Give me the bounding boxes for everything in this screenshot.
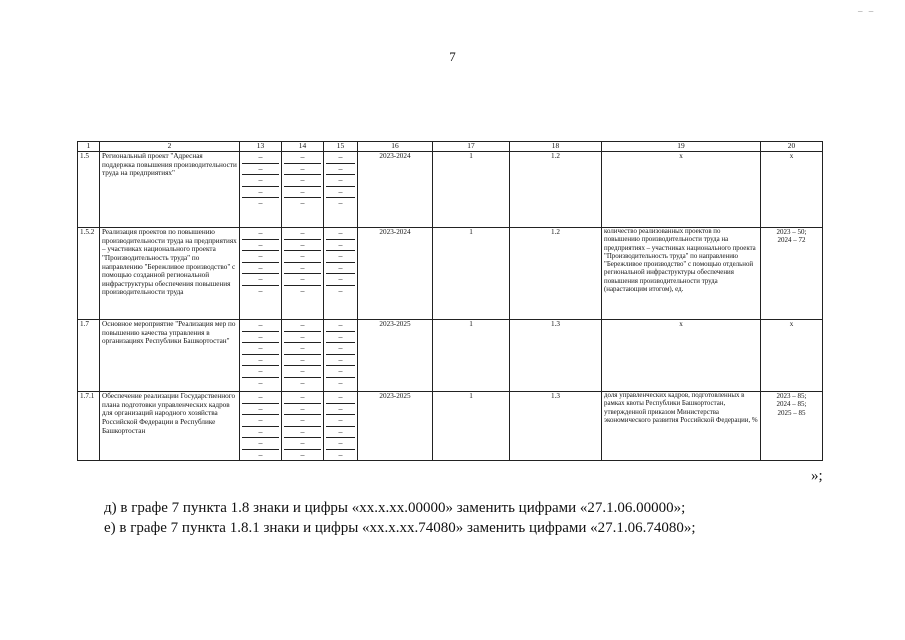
col-13-values xyxy=(240,320,282,392)
amendment-d: д) в графе 7 пункта 1.8 знаки и цифры «хх.х.хх.00000» заменить цифрами «27.1.06.00000»; xyxy=(104,500,686,516)
col-15-values xyxy=(324,152,358,228)
table-row xyxy=(78,228,823,320)
dash-value: – xyxy=(242,274,279,286)
dash-value: – xyxy=(284,274,321,286)
dash-value: – xyxy=(242,427,279,439)
dash-value: – xyxy=(284,366,321,378)
dash-value: – xyxy=(284,175,321,187)
col-15-values xyxy=(324,320,358,392)
dash-value: – xyxy=(326,152,355,164)
table-header-row xyxy=(78,142,823,152)
dash-value: – xyxy=(300,377,305,387)
dash-value: – xyxy=(284,332,321,344)
dash-value: – xyxy=(326,355,355,367)
dash-value: – xyxy=(242,175,279,187)
dash-value: – xyxy=(242,355,279,367)
col-13-values xyxy=(240,152,282,228)
period: 2023-2024 xyxy=(358,228,433,320)
header-col-1: 1 xyxy=(78,142,100,152)
dash-value: – xyxy=(284,392,321,404)
dash-value: – xyxy=(284,343,321,355)
dash-value: – xyxy=(242,332,279,344)
col-14-values xyxy=(282,152,324,228)
dash-value: – xyxy=(326,404,355,416)
dash-value: – xyxy=(242,152,279,164)
dash-value: – xyxy=(284,404,321,416)
indicator-name: х xyxy=(602,152,761,228)
col-14-values xyxy=(282,228,324,320)
dash-value: – xyxy=(242,404,279,416)
dash-value: – xyxy=(300,449,305,459)
dash-value: – xyxy=(338,449,343,459)
item-name: Реализация проектов по повышению производительности труда на предприятиях – участниках национального проекта "Производительность труда" по направлению "Бережливое производство" с помощью созданной региональной инфраструктуры обеспечения повышения производительности труда xyxy=(100,228,240,320)
dash-value: – xyxy=(242,164,279,176)
header-col-16: 16 xyxy=(358,142,433,152)
target-values: х xyxy=(761,320,823,392)
dash-value: – xyxy=(284,415,321,427)
dash-value: – xyxy=(258,449,263,459)
dash-value: – xyxy=(284,263,321,275)
period: 2023-2025 xyxy=(358,320,433,392)
dash-value: – xyxy=(338,377,343,387)
dash-value: – xyxy=(326,343,355,355)
col-17-value: 1 xyxy=(433,152,510,228)
dash-value: – xyxy=(326,251,355,263)
header-col-14: 14 xyxy=(282,142,324,152)
dash-value: – xyxy=(242,251,279,263)
dash-value: – xyxy=(284,355,321,367)
item-name: Региональный проект "Адресная поддержка повышения производительности труда на предприятиях" xyxy=(100,152,240,228)
dash-value: – xyxy=(242,187,279,199)
dash-value: – xyxy=(326,187,355,199)
item-number: 1.5 xyxy=(78,152,100,228)
header-col-15: 15 xyxy=(324,142,358,152)
dash-value: – xyxy=(242,240,279,252)
header-col-2: 2 xyxy=(100,142,240,152)
col-15-values xyxy=(324,228,358,320)
dash-value: – xyxy=(326,366,355,378)
item-number: 1.7.1 xyxy=(78,392,100,461)
dash-value: – xyxy=(242,366,279,378)
indicator-name: количество реализованных проектов по повышению производительности труда на предприятиях – участниках национального проекта "Производительность труда" по направлению "Бережливое производство" с помощью отдельной региональной инфраструктуры обеспечения повышения производительности труда (нарастающим итогом), ед. xyxy=(602,228,761,320)
dash-value: – xyxy=(258,285,263,295)
col-14-values xyxy=(282,392,324,461)
table-row xyxy=(78,392,823,461)
program-table xyxy=(77,141,823,461)
item-number: 1.5.2 xyxy=(78,228,100,320)
dash-value: – xyxy=(284,427,321,439)
col-18-value: 1.3 xyxy=(510,392,602,461)
col-17-value: 1 xyxy=(433,320,510,392)
target-values: х xyxy=(761,152,823,228)
dash-value: – xyxy=(326,415,355,427)
item-number: 1.7 xyxy=(78,320,100,392)
header-col-18: 18 xyxy=(510,142,602,152)
target-values: 2023 – 85; 2024 – 85; 2025 – 85 xyxy=(761,392,823,461)
dash-value: – xyxy=(258,377,263,387)
col-18-value: 1.2 xyxy=(510,228,602,320)
period: 2023-2025 xyxy=(358,392,433,461)
col-14-values xyxy=(282,320,324,392)
header-col-19: 19 xyxy=(602,142,761,152)
col-13-values xyxy=(240,392,282,461)
item-name: Обеспечение реализации Государственного плана подготовки управленческих кадров для организаций народного хозяйства Российской Федерации в Республике Башкортостан xyxy=(100,392,240,461)
dash-value: – xyxy=(300,198,305,207)
dash-value: – xyxy=(242,438,279,450)
table-row xyxy=(78,320,823,392)
col-17-value: 1 xyxy=(433,392,510,461)
dash-value: – xyxy=(284,320,321,332)
dash-value: – xyxy=(242,392,279,404)
dash-value: – xyxy=(242,415,279,427)
dash-value: – xyxy=(326,240,355,252)
dash-value: – xyxy=(326,332,355,344)
closing-quote: »; xyxy=(811,468,823,484)
target-values: 2023 – 50; 2024 – 72 xyxy=(761,228,823,320)
col-18-value: 1.3 xyxy=(510,320,602,392)
dash-value: – xyxy=(284,187,321,199)
header-col-20: 20 xyxy=(761,142,823,152)
dash-value: – xyxy=(326,164,355,176)
col-17-value: 1 xyxy=(433,228,510,320)
dash-value: – xyxy=(242,228,279,240)
dash-value: – xyxy=(242,343,279,355)
dash-value: – xyxy=(326,263,355,275)
dash-value: – xyxy=(300,285,305,295)
item-name: Основное мероприятие "Реализация мер по повышению качества управления в организациях Республики Башкортостан" xyxy=(100,320,240,392)
dash-value: – xyxy=(338,198,343,207)
period: 2023-2024 xyxy=(358,152,433,228)
dash-value: – xyxy=(284,240,321,252)
dash-value: – xyxy=(284,228,321,240)
dash-value: – xyxy=(326,392,355,404)
dash-value: – xyxy=(326,274,355,286)
table-row xyxy=(78,152,823,228)
dash-value: – xyxy=(326,427,355,439)
dash-value: – xyxy=(326,228,355,240)
corner-marks: – – xyxy=(858,6,876,16)
dash-value: – xyxy=(242,263,279,275)
col-18-value: 1.2 xyxy=(510,152,602,228)
dash-value: – xyxy=(326,175,355,187)
dash-value: – xyxy=(338,285,343,295)
dash-value: – xyxy=(326,438,355,450)
dash-value: – xyxy=(284,438,321,450)
dash-value: – xyxy=(284,164,321,176)
col-13-values xyxy=(240,228,282,320)
table-body xyxy=(78,152,823,461)
dash-value: – xyxy=(242,320,279,332)
col-15-values xyxy=(324,392,358,461)
indicator-name: доля управленческих кадров, подготовленных в рамках квоты Республики Башкортостан, утвержденной приказом Министерства экономического развития Российской Федерации, % xyxy=(602,392,761,461)
header-col-17: 17 xyxy=(433,142,510,152)
dash-value: – xyxy=(284,251,321,263)
dash-value: – xyxy=(284,152,321,164)
header-col-13: 13 xyxy=(240,142,282,152)
dash-value: – xyxy=(326,320,355,332)
page-number: 7 xyxy=(449,49,456,64)
dash-value: – xyxy=(258,198,263,207)
amendment-e: е) в графе 7 пункта 1.8.1 знаки и цифры «хх.х.хх.74080» заменить цифрами «27.1.06.74080»; xyxy=(104,520,696,536)
indicator-name: х xyxy=(602,320,761,392)
